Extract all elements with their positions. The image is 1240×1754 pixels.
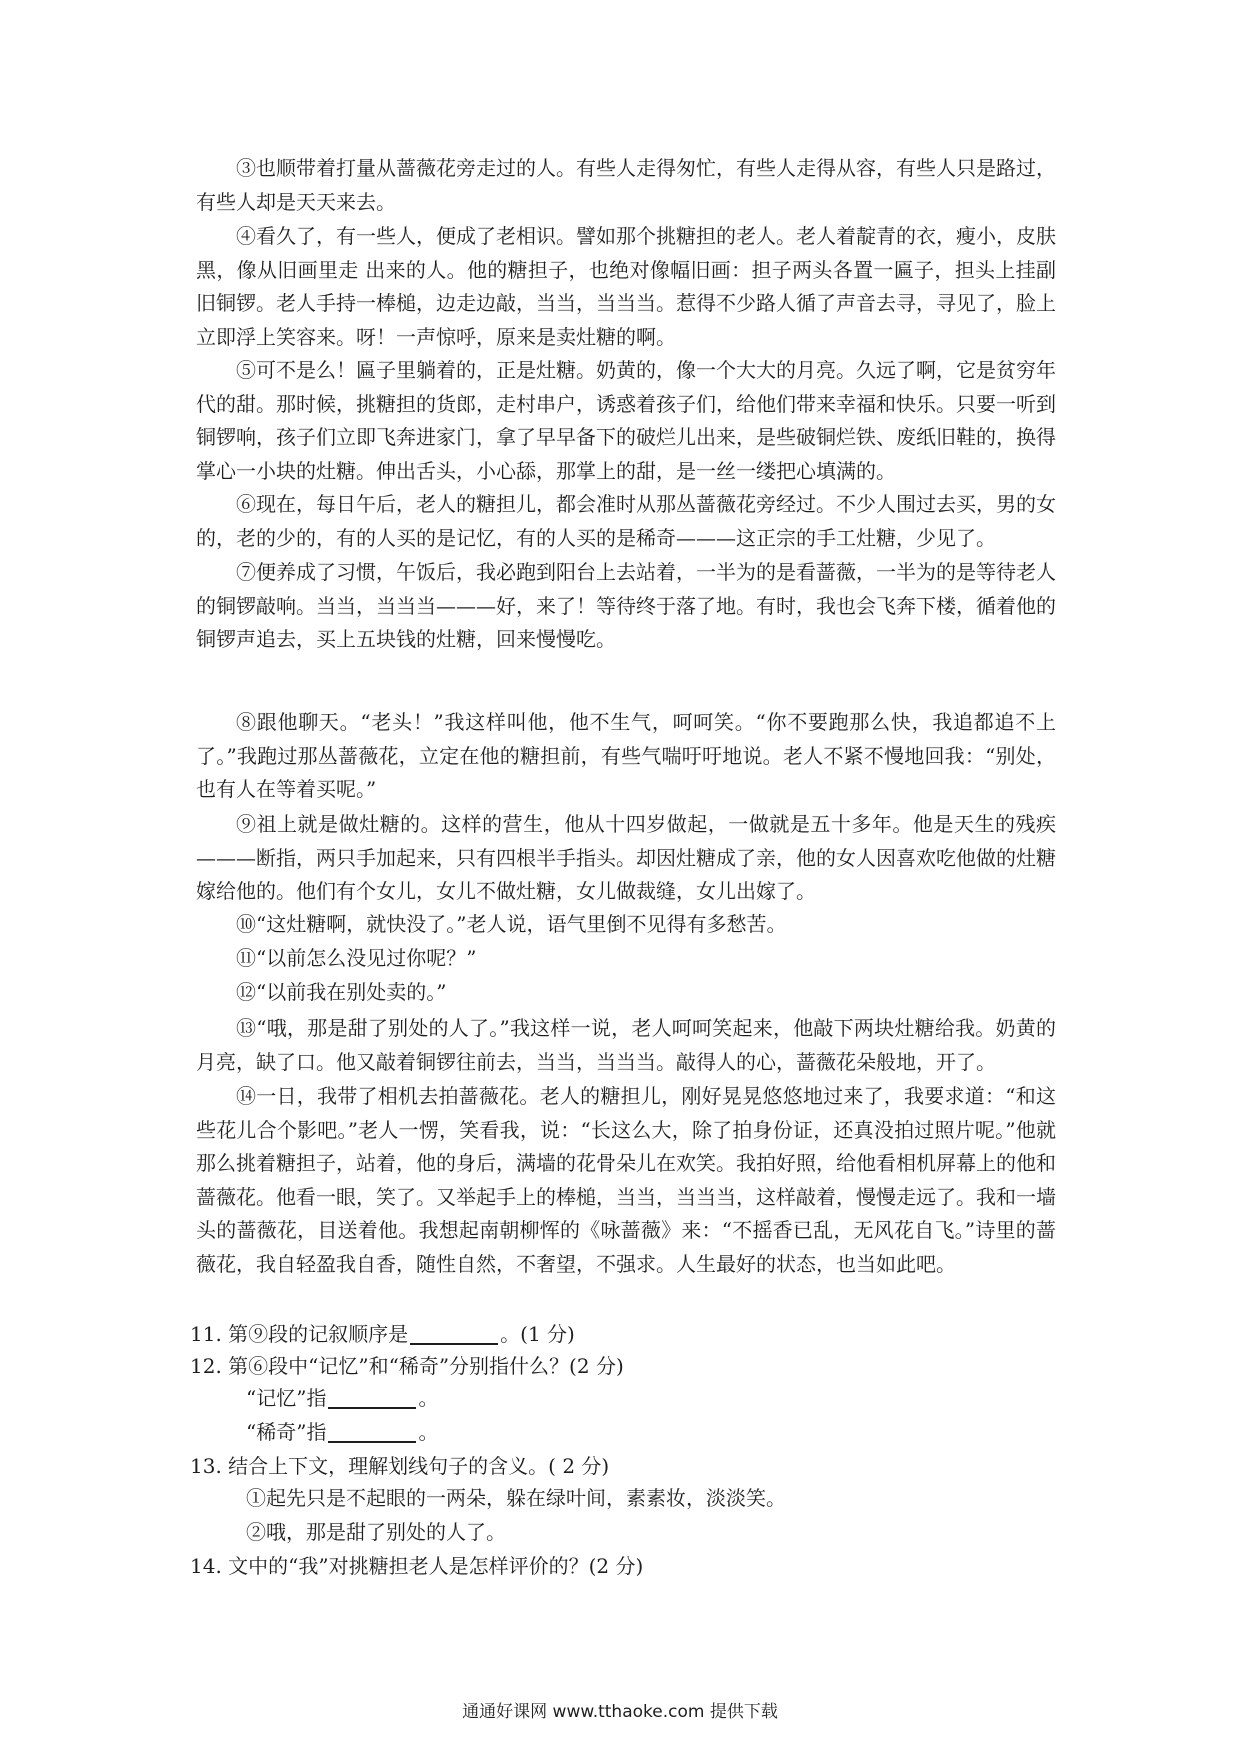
question-12: 12. 第⑥段中“记忆”和“稀奇”分别指什么？(2 分) xyxy=(190,1354,624,1378)
question-14: 14. 文中的“我”对挑糖担老人是怎样评价的？(2 分) xyxy=(190,1554,644,1578)
paragraph-6: ⑥现在，每日午后，老人的糖担儿，都会准时从那丛蔷薇花旁经过。不少人围过去买，男的女的，老的少的，有的人买的是记忆，有的人买的是稀奇———这正宗的手工灶糖，少见了。 xyxy=(196,492,1056,550)
paragraph-4: ④看久了，有一些人，便成了老相识。譬如那个挑糖担的老人。老人着靛青的衣，瘦小，皮肤黑，像从旧画里走 出来的人。他的糖担子，也绝对像幅旧画：担子两头各置一匾子，担头上挂副旧铜锣。老人手持一棒槌，边走边敲，当当，当当当。惹得不少路人循了声音去寻，寻见了，脸上立即浮上笑容来。呀！一声惊呼，原来是卖灶糖的啊。 xyxy=(196,224,1056,349)
answer-blank-12-memory[interactable] xyxy=(328,1387,416,1409)
paragraph-9: ⑨祖上就是做灶糖的。这样的营生，他从十四岁做起，一做就是五十多年。他是天生的残疾———断指，两只手加起来，只有四根半手指头。却因灶糖成了亲，他的女人因喜欢吃他做的灶糖嫁给他的。他们有个女儿，女儿不做灶糖，女儿做裁缝，女儿出嫁了。 xyxy=(196,812,1056,903)
question-12-novelty-end: 。 xyxy=(418,1420,439,1444)
paragraph-5: ⑤可不是么！匾子里躺着的，正是灶糖。奶黄的，像一个大大的月亮。久远了啊，它是贫穷年代的甜。那时候，挑糖担的货郎，走村串户，诱惑着孩子们，给他们带来幸福和快乐。只要一听到铜锣响，孩子们立即飞奔进家门，拿了早早备下的破烂儿出来，是些破铜烂铁、废纸旧鞋的，换得掌心一小块的灶糖。伸出舌头，小心舔，那掌上的甜，是一丝一缕把心填满的。 xyxy=(196,358,1056,483)
footer-source: 通通好课网 www.tthaoke.com 提供下载 xyxy=(462,1702,778,1722)
question-12-memory-label: “记忆”指 xyxy=(246,1386,327,1410)
question-11 xyxy=(190,1318,575,1350)
paragraph-13: ⑬“哦，那是甜了别处的人了。”我这样一说，老人呵呵笑起来，他敲下两块灶糖给我。奶黄的月亮，缺了口。他又敲着铜锣往前去，当当，当当当。敲得人的心，蔷薇花朵般地，开了。 xyxy=(196,1016,1056,1074)
paragraph-10: ⑩“这灶糖啊，就快没了。”老人说，语气里倒不见得有多愁苦。 xyxy=(236,912,787,936)
paragraph-3: ③也顺带着打量从蔷薇花旁走过的人。有些人走得匆忙，有些人走得从容，有些人只是路过，有些人却是天天来去。 xyxy=(196,156,1056,214)
paragraph-8: ⑧跟他聊天。“老头！”我这样叫他，他不生气，呵呵笑。“你不要跑那么快，我追都追不上了。”我跑过那丛蔷薇花，立定在他的糖担前，有些气喘吁吁地说。老人不紧不慢地回我：“别处，也有人在等着买呢。” xyxy=(196,710,1056,801)
question-13-sentence-1: ①起先只是不起眼的一两朵，躲在绿叶间，素素妆，淡淡笑。 xyxy=(246,1486,786,1510)
paragraph-7: ⑦便养成了习惯，午饭后，我必跑到阳台上去站着，一半为的是看蔷薇，一半为的是等待老人的铜锣敲响。当当，当当当———好，来了！等待终于落了地。有时，我也会飞奔下楼，循着他的铜锣声追去，买上五块钱的灶糖，回来慢慢吃。 xyxy=(196,560,1056,651)
answer-blank-11[interactable] xyxy=(410,1323,498,1345)
question-12-memory-end: 。 xyxy=(418,1386,439,1410)
paragraph-12: ⑫“以前我在别处卖的。” xyxy=(236,980,447,1004)
question-11-text: 11. 第⑨段的记叙顺序是 xyxy=(190,1322,409,1346)
question-13-sentence-2: ②哦，那是甜了别处的人了。 xyxy=(246,1520,506,1544)
question-13: 13. 结合上下文，理解划线句子的含义。( 2 分) xyxy=(190,1454,610,1478)
question-12-memory xyxy=(246,1382,438,1414)
paragraph-14: ⑭一日，我带了相机去拍蔷薇花。老人的糖担儿，刚好晃晃悠悠地过来了，我要求道：“和这些花儿合个影吧。”老人一愣，笑看我，说：“长这么大，除了拍身份证，还真没拍过照片呢。”他就那么挑着糖担子，站着，他的身后，满墙的花骨朵儿在欢笑。我拍好照，给他看相机屏幕上的他和蔷薇花。他看一眼，笑了。又举起手上的棒槌，当当，当当当，这样敲着，慢慢走远了。我和一墙头的蔷薇花，目送着他。我想起南朝柳恽的《咏蔷薇》来：“不摇香已乱，无风花自飞。”诗里的蔷薇花，我自轻盈我自香，随性自然，不奢望，不强求。人生最好的状态，也当如此吧。 xyxy=(196,1084,1056,1276)
question-12-novelty xyxy=(246,1416,438,1448)
question-12-novelty-label: “稀奇”指 xyxy=(246,1420,327,1444)
paragraph-11: ⑪“以前怎么没见过你呢？” xyxy=(236,946,477,970)
answer-blank-12-novelty[interactable] xyxy=(328,1421,416,1443)
question-11-points: 。(1 分) xyxy=(500,1322,575,1346)
